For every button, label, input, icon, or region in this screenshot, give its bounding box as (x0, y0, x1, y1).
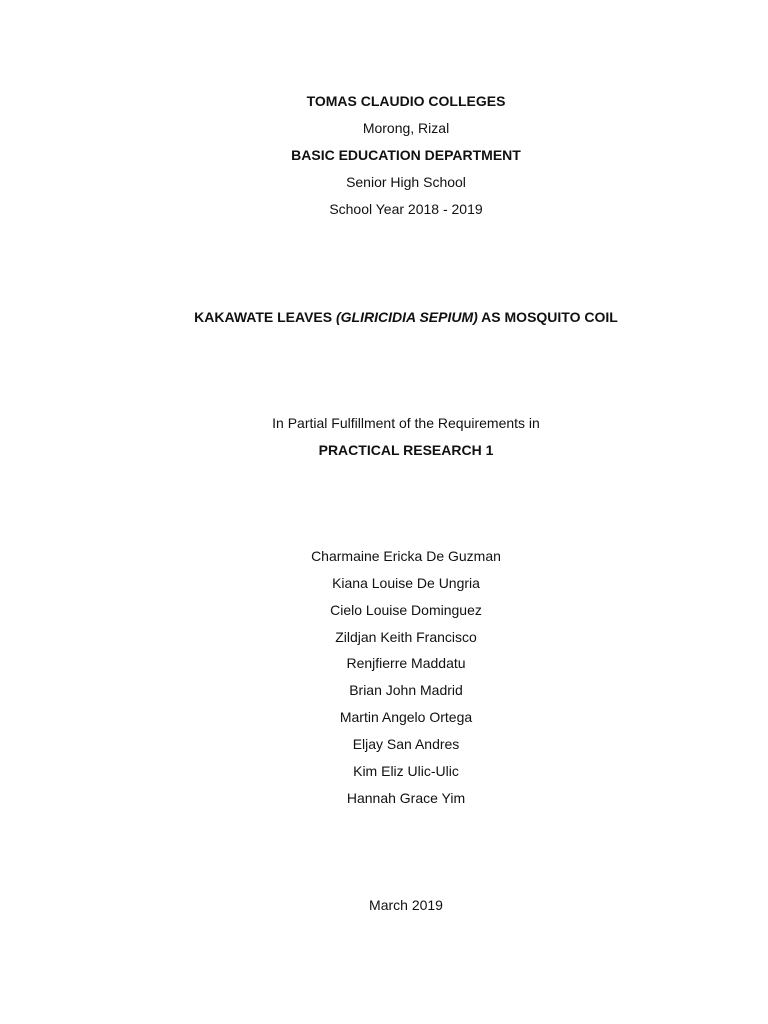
author-name: Kim Eliz Ulic-Ulic (353, 762, 459, 779)
school-location: Morong, Rizal (362, 120, 450, 136)
author-name: Martin Angelo Ortega (339, 709, 473, 726)
title-scientific-name: (GLIRICIDIA SEPIUM) (336, 309, 478, 325)
author-name: Brian John Madrid (349, 682, 463, 699)
research-title (0, 307, 768, 327)
title-suffix: AS MOSQUITO COIL (477, 309, 618, 325)
school-year: School Year 2018 - 2019 (329, 201, 483, 217)
author-name: Eljay San Andres (352, 735, 460, 752)
author-list (0, 546, 768, 814)
department-name: BASIC EDUCATION DEPARTMENT (291, 147, 521, 163)
title-prefix: KAKAWATE LEAVES (194, 309, 336, 325)
author-name: Renjfierre Maddatu (346, 655, 466, 672)
submission-date: March 2019 (369, 897, 443, 913)
school-level: Senior High School (346, 174, 466, 190)
author-name: Zildjan Keith Francisco (335, 628, 477, 645)
subject-name: PRACTICAL RESEARCH 1 (318, 442, 494, 458)
fulfillment-statement: In Partial Fulfillment of the Requirements in (272, 415, 540, 431)
school-name: TOMAS CLAUDIO COLLEGES (306, 93, 506, 109)
author-name: Charmaine Ericka De Guzman (311, 548, 501, 564)
author-name: Hannah Grace Yim (346, 789, 466, 806)
author-name: Cielo Louise Dominguez (330, 601, 482, 618)
author-name: Kiana Louise De Ungria (332, 574, 480, 591)
